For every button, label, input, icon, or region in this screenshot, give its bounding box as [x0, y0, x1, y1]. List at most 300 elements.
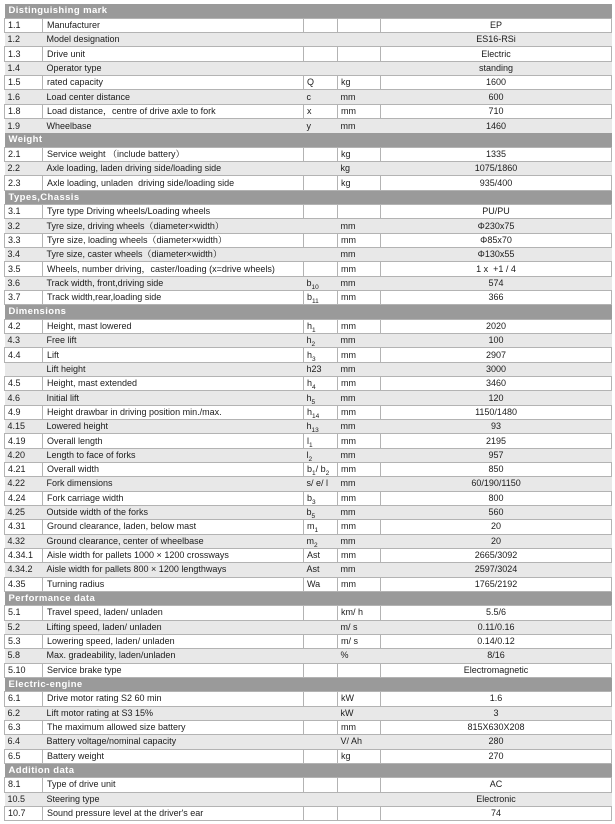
- row-number: 6.5: [5, 749, 43, 763]
- row-unit: [338, 663, 381, 677]
- row-description: Overall length: [43, 434, 304, 448]
- row-number: 5.2: [5, 620, 43, 634]
- table-row: [5, 563, 612, 577]
- row-description: Drive unit: [43, 47, 304, 61]
- row-number: 3.1: [5, 205, 43, 219]
- row-value: 74: [381, 806, 612, 820]
- row-symbol: [304, 749, 338, 763]
- table-row: [5, 735, 612, 749]
- row-unit: mm: [338, 219, 381, 233]
- row-description: Height drawbar in driving position min./max.: [43, 405, 304, 419]
- table-row: [5, 18, 612, 32]
- row-unit: kg: [338, 76, 381, 90]
- row-number: 4.20: [5, 448, 43, 462]
- row-unit: %: [338, 649, 381, 663]
- row-unit: mm: [338, 563, 381, 577]
- table-row: [5, 147, 612, 161]
- row-value: 60/190/1150: [381, 477, 612, 491]
- row-number: 4.21: [5, 463, 43, 477]
- row-description: Lift height: [43, 362, 304, 376]
- row-value: 0.11/0.16: [381, 620, 612, 634]
- row-number: 5.1: [5, 606, 43, 620]
- row-symbol: $b_{10}$: [304, 276, 338, 290]
- table-row: [5, 663, 612, 677]
- row-unit: mm: [338, 104, 381, 118]
- row-symbol: s/ e/ l: [304, 477, 338, 491]
- row-number: 1.6: [5, 90, 43, 104]
- row-description: Travel speed, laden/ unladen: [43, 606, 304, 620]
- row-description: The maximum allowed size battery: [43, 720, 304, 734]
- table-row: [5, 47, 612, 61]
- row-number: 5.10: [5, 663, 43, 677]
- row-description: Lowered height: [43, 420, 304, 434]
- row-number: 4.19: [5, 434, 43, 448]
- row-unit: kg: [338, 147, 381, 161]
- row-symbol: $h_4$: [304, 377, 338, 391]
- row-symbol: [304, 205, 338, 219]
- row-value: 850: [381, 463, 612, 477]
- row-number: 4.15: [5, 420, 43, 434]
- table-row: [5, 577, 612, 591]
- row-number: 3.4: [5, 248, 43, 262]
- row-symbol: [304, 634, 338, 648]
- section-header-row: [5, 305, 612, 319]
- row-symbol: [304, 792, 338, 806]
- row-symbol: Wa: [304, 577, 338, 591]
- row-unit: mm: [338, 520, 381, 534]
- row-symbol: [304, 176, 338, 190]
- row-number: 4.9: [5, 405, 43, 419]
- row-number: 4.35: [5, 577, 43, 591]
- row-symbol: $h_{14}$: [304, 405, 338, 419]
- table-row: [5, 806, 612, 820]
- row-description: Initial lift: [43, 391, 304, 405]
- row-description: Fork carriage width: [43, 491, 304, 505]
- row-number: 2.3: [5, 176, 43, 190]
- section-title: Weight: [5, 133, 612, 147]
- row-symbol: $h_2$: [304, 334, 338, 348]
- row-symbol: $l_2$: [304, 448, 338, 462]
- row-unit: [338, 205, 381, 219]
- table-row: [5, 162, 612, 176]
- row-unit: mm: [338, 577, 381, 591]
- section-title: Electric-engine: [5, 677, 612, 691]
- table-row: [5, 706, 612, 720]
- row-description: Manufacturer: [43, 18, 304, 32]
- row-value: 3460: [381, 377, 612, 391]
- row-symbol: [304, 735, 338, 749]
- row-unit: mm: [338, 319, 381, 333]
- row-value: 2597/3024: [381, 563, 612, 577]
- row-value: ES16-RSi: [381, 33, 612, 47]
- row-number: 4.31: [5, 520, 43, 534]
- section-title: Distinguishing mark: [5, 4, 612, 18]
- row-number: 4.22: [5, 477, 43, 491]
- row-description: Tyre size, caster wheels（diameter×width）: [43, 248, 304, 262]
- row-value: Φ230x75: [381, 219, 612, 233]
- row-description: Service weight （include battery）: [43, 147, 304, 161]
- row-symbol: Ast: [304, 563, 338, 577]
- table-row: [5, 219, 612, 233]
- row-description: Tyre size, driving wheels（diameter×width）: [43, 219, 304, 233]
- row-number: 4.6: [5, 391, 43, 405]
- row-description: Model designation: [43, 33, 304, 47]
- row-value: EP: [381, 18, 612, 32]
- table-row: [5, 491, 612, 505]
- row-value: 957: [381, 448, 612, 462]
- table-row: [5, 104, 612, 118]
- row-symbol: Q: [304, 76, 338, 90]
- table-row: [5, 276, 612, 290]
- row-unit: mm: [338, 276, 381, 290]
- row-value: PU/PU: [381, 205, 612, 219]
- row-number: 4.34.2: [5, 563, 43, 577]
- row-description: Lift motor rating at S3 15%: [43, 706, 304, 720]
- table-row: [5, 634, 612, 648]
- row-description: rated capacity: [43, 76, 304, 90]
- row-unit: mm: [338, 420, 381, 434]
- row-value: 1075/1860: [381, 162, 612, 176]
- row-number: 4.3: [5, 334, 43, 348]
- row-value: 93: [381, 420, 612, 434]
- table-row: [5, 391, 612, 405]
- row-symbol: $b_1/$ $b_2$: [304, 463, 338, 477]
- row-symbol: $h_3$: [304, 348, 338, 362]
- row-description: Height, mast lowered: [43, 319, 304, 333]
- row-symbol: [304, 248, 338, 262]
- row-number: 1.1: [5, 18, 43, 32]
- row-value: AC: [381, 778, 612, 792]
- row-number: 1.5: [5, 76, 43, 90]
- row-symbol: [304, 706, 338, 720]
- row-symbol: c: [304, 90, 338, 104]
- row-symbol: [304, 778, 338, 792]
- row-unit: [338, 47, 381, 61]
- row-value: 5.5/6: [381, 606, 612, 620]
- row-number: 1.2: [5, 33, 43, 47]
- row-value: 280: [381, 735, 612, 749]
- row-unit: kW: [338, 706, 381, 720]
- row-symbol: [304, 219, 338, 233]
- row-symbol: $l_1$: [304, 434, 338, 448]
- table-row: [5, 548, 612, 562]
- row-number: 4.25: [5, 505, 43, 519]
- row-unit: kg: [338, 162, 381, 176]
- row-unit: mm: [338, 377, 381, 391]
- row-unit: mm: [338, 477, 381, 491]
- table-row: [5, 119, 612, 133]
- row-value: Electronic: [381, 792, 612, 806]
- row-description: Overall width: [43, 463, 304, 477]
- table-row: [5, 448, 612, 462]
- row-symbol: [304, 806, 338, 820]
- row-unit: [338, 792, 381, 806]
- row-number: 6.2: [5, 706, 43, 720]
- row-symbol: h23: [304, 362, 338, 376]
- row-unit: mm: [338, 463, 381, 477]
- table-row: [5, 434, 612, 448]
- table-row: [5, 176, 612, 190]
- row-description: Outside width of the forks: [43, 505, 304, 519]
- spec-table: [4, 4, 612, 821]
- row-value: 100: [381, 334, 612, 348]
- section-title: Types,Chassis: [5, 190, 612, 204]
- row-symbol: x: [304, 104, 338, 118]
- row-description: Aisle width for pallets 1000 × 1200 crossways: [43, 548, 304, 562]
- row-value: Electromagnetic: [381, 663, 612, 677]
- table-row: [5, 248, 612, 262]
- table-row: [5, 33, 612, 47]
- row-unit: mm: [338, 548, 381, 562]
- row-value: 1765/2192: [381, 577, 612, 591]
- table-row: [5, 262, 612, 276]
- row-description: Type of drive unit: [43, 778, 304, 792]
- row-description: Lifting speed, laden/ unladen: [43, 620, 304, 634]
- row-unit: mm: [338, 505, 381, 519]
- row-description: Fork dimensions: [43, 477, 304, 491]
- table-row: [5, 76, 612, 90]
- table-row: [5, 692, 612, 706]
- row-unit: mm: [338, 90, 381, 104]
- row-value: 815X630X208: [381, 720, 612, 734]
- row-value: 2665/3092: [381, 548, 612, 562]
- row-symbol: $b_5$: [304, 505, 338, 519]
- row-description: Axle loading, unladen driving side/loading side: [43, 176, 304, 190]
- row-value: 560: [381, 505, 612, 519]
- row-symbol: [304, 663, 338, 677]
- row-unit: km/ h: [338, 606, 381, 620]
- row-description: Drive motor rating S2 60 min: [43, 692, 304, 706]
- table-row: [5, 778, 612, 792]
- table-row: [5, 348, 612, 362]
- row-symbol: $h_{13}$: [304, 420, 338, 434]
- table-row: [5, 749, 612, 763]
- section-header-row: [5, 591, 612, 605]
- row-description: Battery voltage/nominal capacity: [43, 735, 304, 749]
- section-header-row: [5, 4, 612, 18]
- table-row: [5, 377, 612, 391]
- table-row: [5, 606, 612, 620]
- row-number: 6.4: [5, 735, 43, 749]
- row-value: Electric: [381, 47, 612, 61]
- row-value: 1 x +1 / 4: [381, 262, 612, 276]
- row-number: 2.1: [5, 147, 43, 161]
- row-description: Service brake type: [43, 663, 304, 677]
- row-description: Wheels, number driving，caster/loading (x=drive wheels): [43, 262, 304, 276]
- row-symbol: [304, 61, 338, 75]
- row-unit: mm: [338, 534, 381, 548]
- table-row: [5, 649, 612, 663]
- row-symbol: [304, 233, 338, 247]
- row-symbol: [304, 18, 338, 32]
- row-number: 5.3: [5, 634, 43, 648]
- section-title: Addition data: [5, 763, 612, 777]
- row-unit: [338, 33, 381, 47]
- row-unit: m/ s: [338, 620, 381, 634]
- row-symbol: [304, 692, 338, 706]
- row-symbol: [304, 47, 338, 61]
- row-number: 3.5: [5, 262, 43, 276]
- row-value: 20: [381, 520, 612, 534]
- row-description: Max. gradeability, laden/unladen: [43, 649, 304, 663]
- row-symbol: Ast: [304, 548, 338, 562]
- row-unit: kg: [338, 749, 381, 763]
- row-unit: mm: [338, 233, 381, 247]
- table-row: [5, 61, 612, 75]
- row-description: Battery weight: [43, 749, 304, 763]
- row-description: Axle loading, laden driving side/loading side: [43, 162, 304, 176]
- row-value: 0.14/0.12: [381, 634, 612, 648]
- row-symbol: $h_5$: [304, 391, 338, 405]
- row-description: Length to face of forks: [43, 448, 304, 462]
- row-description: Track width, front,driving side: [43, 276, 304, 290]
- row-description: Track width,rear,loading side: [43, 291, 304, 305]
- section-header-row: [5, 677, 612, 691]
- row-unit: kW: [338, 692, 381, 706]
- row-description: Steering type: [43, 792, 304, 806]
- row-number: 5.8: [5, 649, 43, 663]
- row-number: 4.24: [5, 491, 43, 505]
- row-value: 2907: [381, 348, 612, 362]
- table-row: [5, 362, 612, 376]
- row-number: 3.2: [5, 219, 43, 233]
- row-description: Sound pressure level at the driver's ear: [43, 806, 304, 820]
- row-symbol: [304, 162, 338, 176]
- row-value: 935/400: [381, 176, 612, 190]
- row-description: Load center distance: [43, 90, 304, 104]
- row-symbol: y: [304, 119, 338, 133]
- row-description: Tyre type Driving wheels/Loading wheels: [43, 205, 304, 219]
- section-header-row: [5, 133, 612, 147]
- row-number: 3.6: [5, 276, 43, 290]
- row-symbol: $h_1$: [304, 319, 338, 333]
- section-header-row: [5, 190, 612, 204]
- table-row: [5, 233, 612, 247]
- row-unit: mm: [338, 119, 381, 133]
- row-value: standing: [381, 61, 612, 75]
- row-value: 710: [381, 104, 612, 118]
- section-title: Dimensions: [5, 305, 612, 319]
- row-unit: [338, 61, 381, 75]
- row-description: Load distance，centre of drive axle to fork: [43, 104, 304, 118]
- table-row: [5, 520, 612, 534]
- table-row: [5, 477, 612, 491]
- row-value: 1335: [381, 147, 612, 161]
- row-number: 4.4: [5, 348, 43, 362]
- row-value: Φ130x55: [381, 248, 612, 262]
- table-row: [5, 90, 612, 104]
- row-number: 3.3: [5, 233, 43, 247]
- row-symbol: [304, 720, 338, 734]
- table-row: [5, 405, 612, 419]
- section-header-row: [5, 763, 612, 777]
- row-unit: mm: [338, 262, 381, 276]
- row-unit: m/ s: [338, 634, 381, 648]
- table-row: [5, 319, 612, 333]
- row-value: 1600: [381, 76, 612, 90]
- row-unit: mm: [338, 362, 381, 376]
- row-value: Φ85x70: [381, 233, 612, 247]
- table-row: [5, 334, 612, 348]
- row-value: 600: [381, 90, 612, 104]
- row-description: Operator type: [43, 61, 304, 75]
- row-description: Tyre size, loading wheels（diameter×width）: [43, 233, 304, 247]
- row-value: 3000: [381, 362, 612, 376]
- row-value: 8/16: [381, 649, 612, 663]
- row-symbol: [304, 649, 338, 663]
- row-description: Turning radius: [43, 577, 304, 591]
- row-unit: kg: [338, 176, 381, 190]
- row-unit: [338, 806, 381, 820]
- row-unit: mm: [338, 248, 381, 262]
- row-unit: mm: [338, 720, 381, 734]
- row-unit: mm: [338, 391, 381, 405]
- row-unit: V/ Ah: [338, 735, 381, 749]
- row-description: Lift: [43, 348, 304, 362]
- table-row: [5, 505, 612, 519]
- table-row: [5, 463, 612, 477]
- row-number: 4.34.1: [5, 548, 43, 562]
- row-unit: mm: [338, 491, 381, 505]
- row-value: 366: [381, 291, 612, 305]
- row-unit: mm: [338, 334, 381, 348]
- row-description: Free lift: [43, 334, 304, 348]
- row-description: Wheelbase: [43, 119, 304, 133]
- row-value: 120: [381, 391, 612, 405]
- row-value: 1150/1480: [381, 405, 612, 419]
- row-number: 1.3: [5, 47, 43, 61]
- table-row: [5, 720, 612, 734]
- row-symbol: [304, 33, 338, 47]
- row-value: 270: [381, 749, 612, 763]
- table-row: [5, 620, 612, 634]
- row-number: 1.8: [5, 104, 43, 118]
- row-unit: mm: [338, 405, 381, 419]
- row-value: 20: [381, 534, 612, 548]
- row-symbol: $b_3$: [304, 491, 338, 505]
- row-symbol: [304, 147, 338, 161]
- row-symbol: $m_1$: [304, 520, 338, 534]
- row-unit: mm: [338, 291, 381, 305]
- row-symbol: [304, 620, 338, 634]
- row-description: Lowering speed, laden/ unladen: [43, 634, 304, 648]
- row-number: 2.2: [5, 162, 43, 176]
- row-unit: mm: [338, 348, 381, 362]
- row-unit: [338, 18, 381, 32]
- row-value: 1.6: [381, 692, 612, 706]
- row-number: 1.9: [5, 119, 43, 133]
- row-number: 6.1: [5, 692, 43, 706]
- row-description: Ground clearance, laden, below mast: [43, 520, 304, 534]
- row-description: Height, mast extended: [43, 377, 304, 391]
- row-symbol: $m_2$: [304, 534, 338, 548]
- row-value: 2195: [381, 434, 612, 448]
- row-unit: mm: [338, 448, 381, 462]
- row-value: 3: [381, 706, 612, 720]
- row-number: 4.5: [5, 377, 43, 391]
- row-symbol: $b_{11}$: [304, 291, 338, 305]
- row-value: 574: [381, 276, 612, 290]
- row-unit: [338, 778, 381, 792]
- row-number: 3.7: [5, 291, 43, 305]
- table-row: [5, 205, 612, 219]
- row-description: Aisle width for pallets 800 × 1200 lengthways: [43, 563, 304, 577]
- section-title: Performance data: [5, 591, 612, 605]
- row-symbol: [304, 606, 338, 620]
- table-row: [5, 792, 612, 806]
- row-number: 10.5: [5, 792, 43, 806]
- row-value: 800: [381, 491, 612, 505]
